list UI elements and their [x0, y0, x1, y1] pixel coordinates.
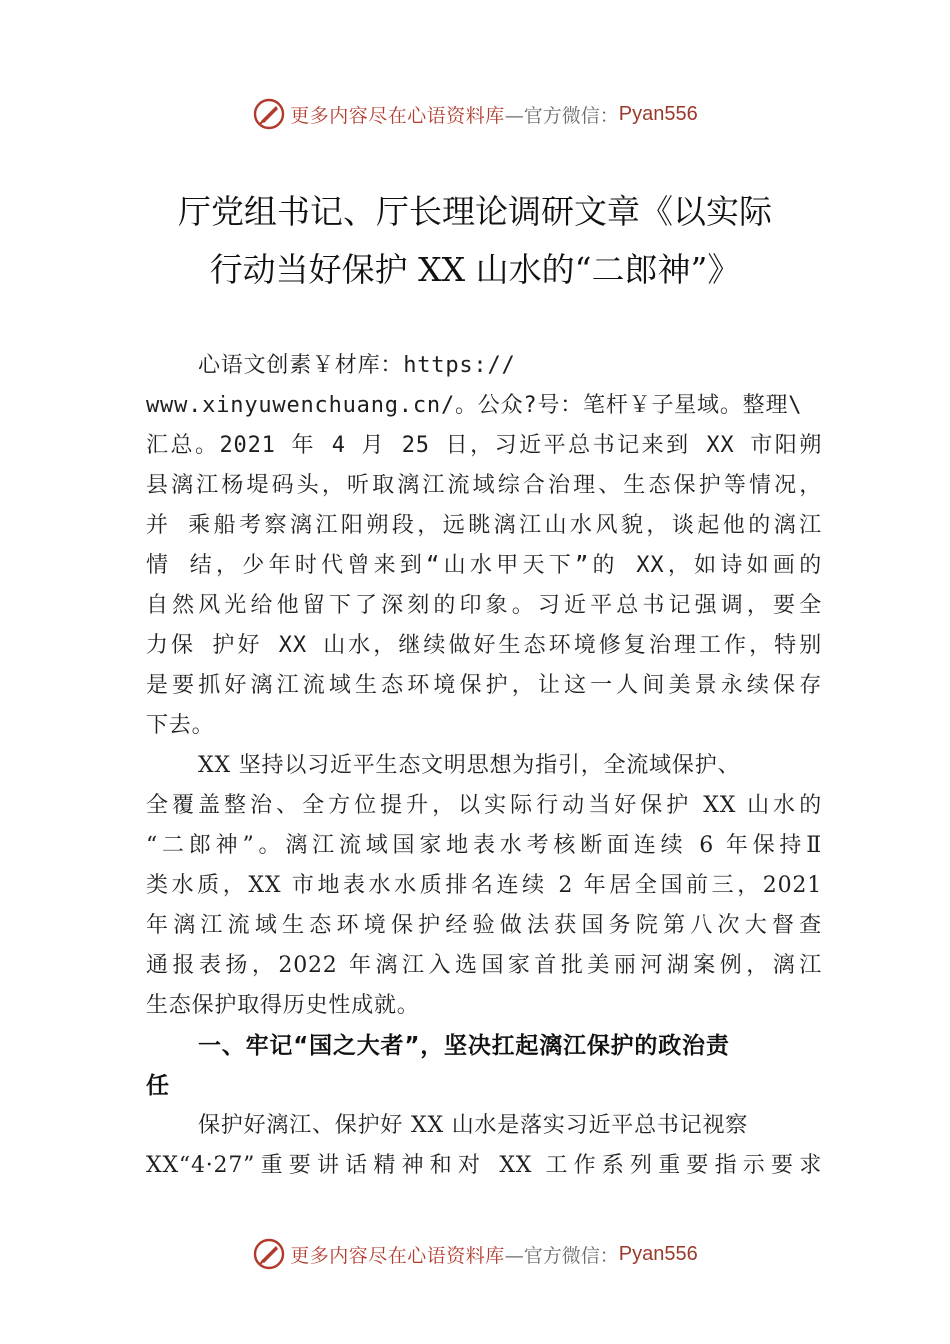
body-line: 情 结，少年时代曾来到“山水甲天下”的 XX，如诗如画的 [146, 553, 822, 578]
body-line: 县漓江杨堤码头，听取漓江流域综合治理、生态保护等情况， [146, 473, 822, 498]
body-line: 汇总。2021 年 4 月 25 日，习近平总书记来到 XX 市阳朔 [146, 433, 822, 458]
title-line-1: 厅党组书记、厅长理论调研文章《以实际 [178, 192, 772, 231]
body-line: 全覆盖整治、全方位提升，以实际行动当好保护 XX 山水的 [146, 793, 822, 818]
body-line: 通报表扬，2022 年漓江入选国家首批美丽河湖案例，漓江 [146, 953, 822, 978]
body-line: 类水质，XX 市地表水水质排名连续 2 年居全国前三，2021 [146, 873, 822, 898]
document-title [120, 183, 830, 299]
footer-banner [0, 1234, 950, 1274]
wechat-id: Pyan556 [618, 1242, 698, 1265]
body-line: 年漓江流域生态环境保护经验做法获国务院第八次大督查 [146, 913, 822, 938]
quill-circle-icon [252, 1237, 286, 1271]
body-line: 保护好漓江、保护好 XX 山水是落实习近平总书记视察 [198, 1113, 749, 1138]
body-line: XX“4·27”重要讲话精神和对 XX 工作系列重要指示要求 [146, 1153, 822, 1178]
body-line: 自然风光给他留下了深刻的印象。习近平总书记强调，要全 [146, 593, 822, 618]
title-line-2: 行动当好保护 XX 山水的“二郎神”》 [209, 250, 741, 289]
body-line: 下去。 [146, 713, 215, 738]
section-heading-continued: 任 [146, 1073, 170, 1099]
body-line: XX 坚持以习近平生态文明思想为指引，全流域保护、 [198, 753, 741, 778]
header-banner [0, 94, 950, 134]
document-body [146, 346, 822, 1186]
banner-text: 更多内容尽在心语资料库 [290, 1244, 505, 1267]
quill-circle-icon [252, 97, 286, 131]
banner-separator: —官方微信： [504, 1244, 619, 1267]
section-heading: 一、牢记“国之大者”，坚决扛起漓江保护的政治责 [198, 1033, 730, 1059]
body-line: www.xinyuwenchuang.cn/。公众?号：笔杆￥子星域。整理\ [146, 393, 803, 418]
body-line: 心语文创素￥材库：https:// [198, 353, 516, 378]
body-line: 力保 护好 XX 山水，继续做好生态环境修复治理工作，特别 [146, 633, 822, 658]
banner-text: 更多内容尽在心语资料库 [290, 104, 505, 127]
wechat-id: Pyan556 [618, 102, 698, 125]
body-line: “二郎神”。漓江流域国家地表水考核断面连续 6 年保持Ⅱ [146, 833, 822, 858]
banner-separator: —官方微信： [504, 104, 619, 127]
body-line: 生态保护取得历史性成就。 [146, 993, 420, 1018]
body-line: 并 乘船考察漓江阳朔段，远眺漓江山水风貌，谈起他的漓江 [146, 513, 822, 538]
body-line: 是要抓好漓江流域生态环境保护，让这一人间美景永续保存 [146, 673, 822, 698]
